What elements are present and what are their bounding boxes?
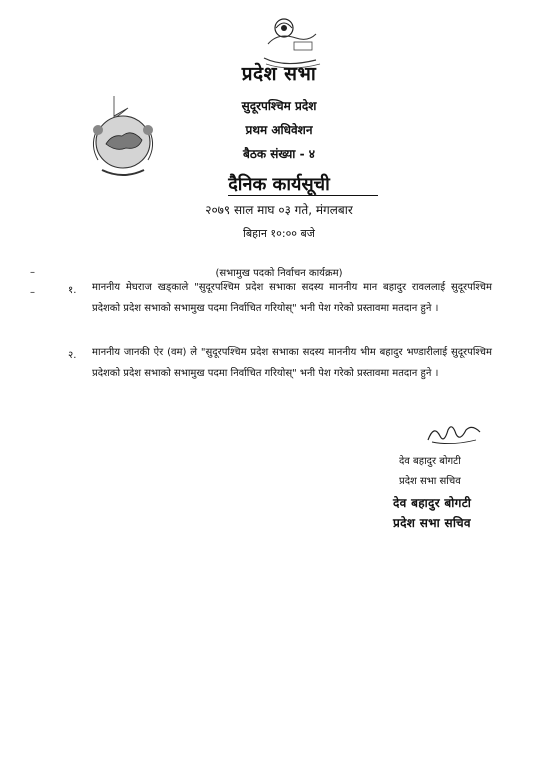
session-name: प्रथम अधिवेशन xyxy=(245,123,313,137)
agenda-time: बिहान १०:०० बजे xyxy=(243,227,315,240)
stamp-name: देव बहादुर बोगटी xyxy=(393,496,472,510)
stamp-designation: प्रदेश सभा सचिव xyxy=(393,516,471,530)
signatory-designation: प्रदेश सभा सचिव xyxy=(399,476,461,487)
signature-scribble xyxy=(424,420,484,446)
province-name: सुदूरपश्चिम प्रदेश xyxy=(241,99,317,113)
section-heading: (सभामुख पदको निर्वाचन कार्यक्रम) xyxy=(215,268,343,279)
margin-mark: – xyxy=(30,267,35,278)
agenda-item-text: माननीय जानकी ऐर (वम) ले "सुदूरपश्चिम प्रदेश सभाका सदस्य माननीय भीम बहादुर भण्डारीलाई सुदूरपश्चिम प्रदेशको प्रदेश सभाको सभामुख पदमा निर्वाचित गरियोस्" भनी पेश गरेको प्रस्तावमा मतदान हुने । xyxy=(92,347,492,379)
agenda-date: २०७९ साल माघ ०३ गते, मंगलबार xyxy=(205,203,353,217)
meeting-number: बैठक संख्या - ४ xyxy=(243,147,315,161)
agenda-heading: दैनिक कार्यसूची xyxy=(228,174,330,195)
item-number: १. xyxy=(68,285,77,296)
nepal-emblem-icon xyxy=(84,92,162,184)
margin-mark: – xyxy=(30,287,35,298)
assembly-title: प्रदेश सभा xyxy=(241,63,317,85)
signatory-name: देव बहादुर बोगटी xyxy=(399,456,461,467)
item-number: २. xyxy=(68,350,77,361)
agenda-item-text: माननीय मेघराज खड्काले "सुदूरपश्चिम प्रदेश सभाका सदस्य माननीय मान बहादुर रावललाई सुदूरपश्चिम प्रदेशको प्रदेश सभाको सभामुख पदमा निर्वाचित गरियोस्" भनी पेश गरेको प्रस्तावमा मतदान हुने । xyxy=(92,282,492,314)
heading-underline xyxy=(228,195,378,196)
